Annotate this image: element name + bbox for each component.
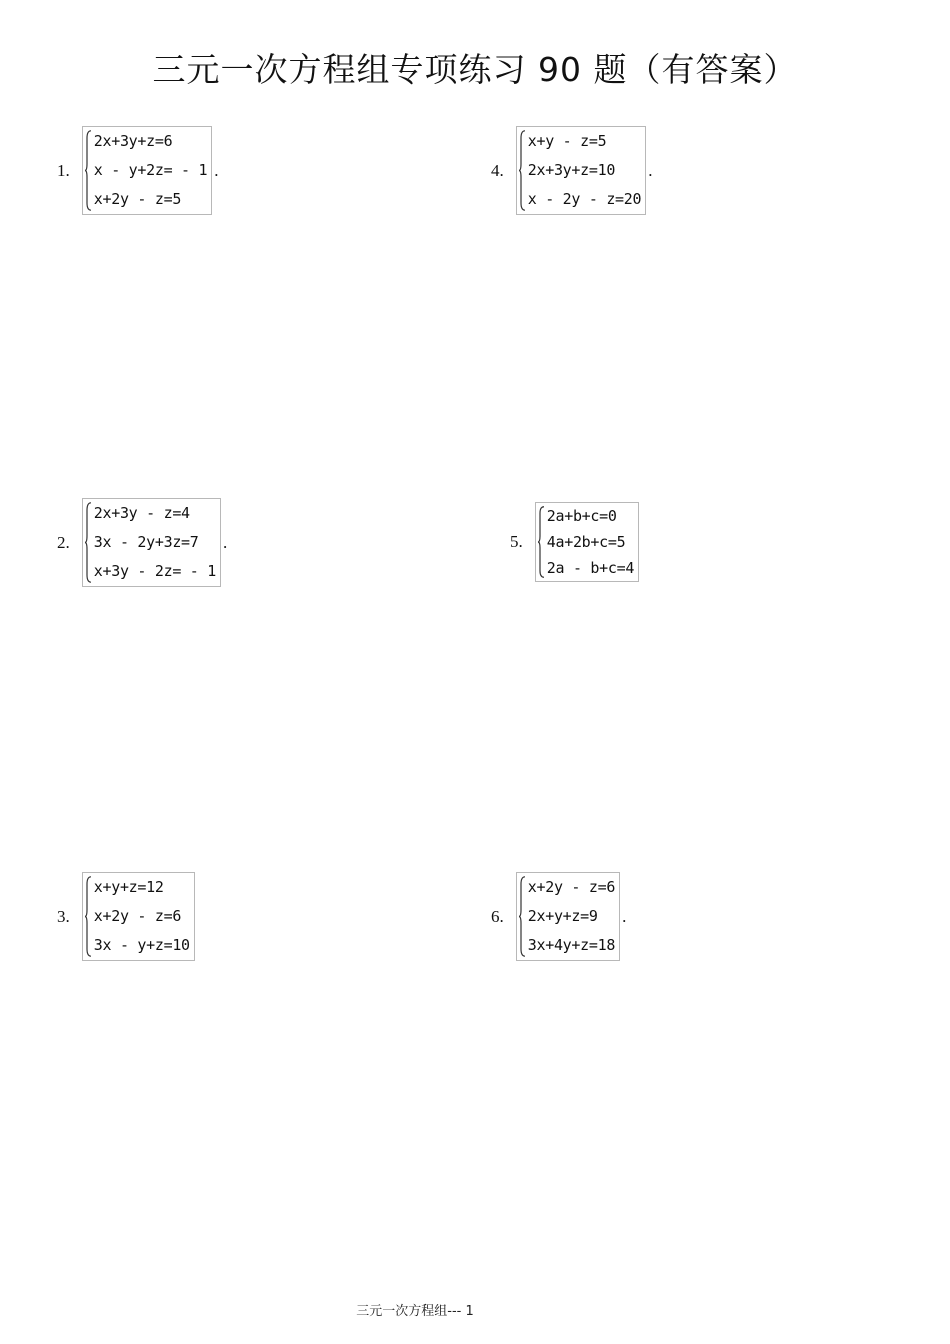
equation-line: 3x - y+z=10 [93, 936, 190, 954]
equation-line: x+2y - z=5 [93, 190, 182, 208]
equation-system [82, 872, 195, 961]
equation-line: 3x - 2y+3z=7 [93, 533, 199, 551]
problem-number: 1. [57, 160, 70, 180]
page-title: 三元一次方程组专项练习 90 题（有答案） [152, 50, 798, 89]
equation-system [82, 498, 221, 587]
brace-icon [84, 130, 92, 211]
problem-1 [57, 126, 219, 215]
equation-line: 2x+y+z=9 [527, 907, 598, 925]
equation-line: x - y+2z= - 1 [93, 161, 208, 179]
problem-5 [510, 502, 641, 582]
equation-system [535, 502, 639, 582]
equation-system [516, 126, 647, 215]
equation-line: x+y - z=5 [527, 132, 607, 150]
equation-line: x+2y - z=6 [93, 907, 182, 925]
brace-icon [537, 506, 545, 578]
problem-number: 4. [491, 160, 504, 180]
brace-icon [84, 876, 92, 957]
brace-icon [518, 130, 526, 211]
equation-system [82, 126, 213, 215]
problem-number: 5. [510, 532, 523, 551]
page-footer: 三元一次方程组--- 1 [356, 1304, 474, 1319]
equation-line: 2x+3y - z=4 [93, 504, 190, 522]
equation-line: 2a+b+c=0 [546, 507, 617, 525]
trailing-period: . [622, 906, 627, 926]
problem-number: 6. [491, 906, 504, 926]
problem-number: 3. [57, 906, 70, 926]
equation-line: 2a - b+c=4 [546, 559, 635, 577]
equation-line: 2x+3y+z=6 [93, 132, 173, 150]
problem-2 [57, 498, 227, 587]
trailing-period: . [648, 160, 653, 180]
problem-number: 2. [57, 532, 70, 552]
trailing-period: . [222, 532, 228, 552]
equation-line: 2x+3y+z=10 [527, 161, 616, 179]
equation-line: 3x+4y+z=18 [527, 936, 616, 954]
brace-icon [84, 502, 92, 583]
equation-line: x+y+z=12 [93, 878, 164, 896]
equation-line: 4a+2b+c=5 [546, 533, 626, 551]
trailing-period: . [214, 160, 219, 180]
equation-system [516, 872, 620, 961]
brace-icon [518, 876, 526, 957]
equation-line: x+3y - 2z= - 1 [93, 562, 216, 580]
equation-line: x - 2y - z=20 [527, 190, 642, 208]
problem-4 [491, 126, 653, 215]
equation-line: x+2y - z=6 [527, 878, 616, 896]
problem-3 [57, 872, 197, 961]
problem-6 [491, 872, 626, 961]
